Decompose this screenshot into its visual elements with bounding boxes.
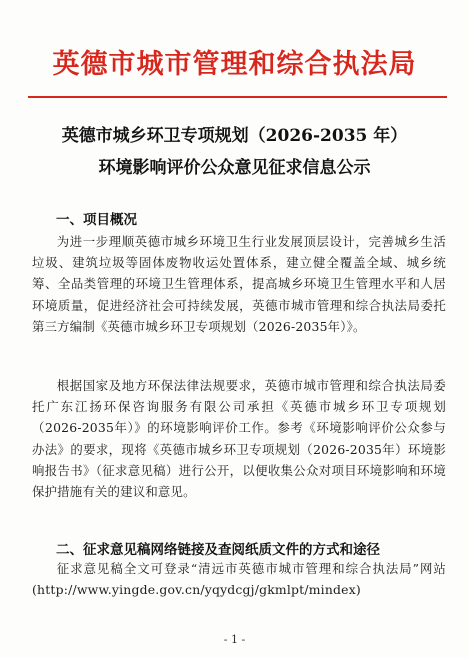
document-title-line-2: 环境影响评价公众意见征求信息公示 [98, 158, 371, 178]
paragraph-eia-disclosure: 根据国家及地方环保法律法规要求，英德市城市管理和综合执法局委托广东江扬环保咨询服务有限公司承担《英德市城乡环卫专项规划（2026-2035年）》的环境影响评价工作。参考《环境影响评价公众参与办法》的要求，现将《英德市城乡环卫专项规划（2026-2035年）环境影响报告书》（征求意见稿）进行公开，以便收集公众对项目环境影响和环境保护措施有关的建议和意见。 [32, 378, 446, 500]
document-title-line-1: 英德市城乡环卫专项规划（2026-2035 年） [61, 126, 408, 146]
paragraph-project-background: 为进一步理顺英德市城乡环境卫生行业发展顶层设计，完善城乡生活垃圾、建筑垃圾等固体废物收运处置体系，建立健全覆盖全域、城乡统筹、全品类管理的环境卫生管理体系，提高城乡环境卫生管理水平和人居环境质量，促进经济社会可持续发展，英德市城市管理和综合执法局委托第三方编制《英德市城乡环卫专项规划（2026-2035年）》。 [32, 234, 446, 334]
header-divider [28, 96, 447, 98]
page-number: - 1 - [223, 633, 246, 646]
paragraph-access-link: 征求意见稿全文可登录“清远市英德市城市管理和综合执法局”网站(http://www.yingde.gov.cn/yqydcgj/gkmlpt/mindex) [32, 561, 446, 598]
section-heading-access-methods: 二、征求意见稿网络链接及查阅纸质文件的方式和途径 [56, 542, 380, 558]
section-heading-project-overview: 一、项目概况 [56, 212, 137, 228]
agency-header-title: 英德市城市管理和综合执法局 [52, 49, 417, 80]
